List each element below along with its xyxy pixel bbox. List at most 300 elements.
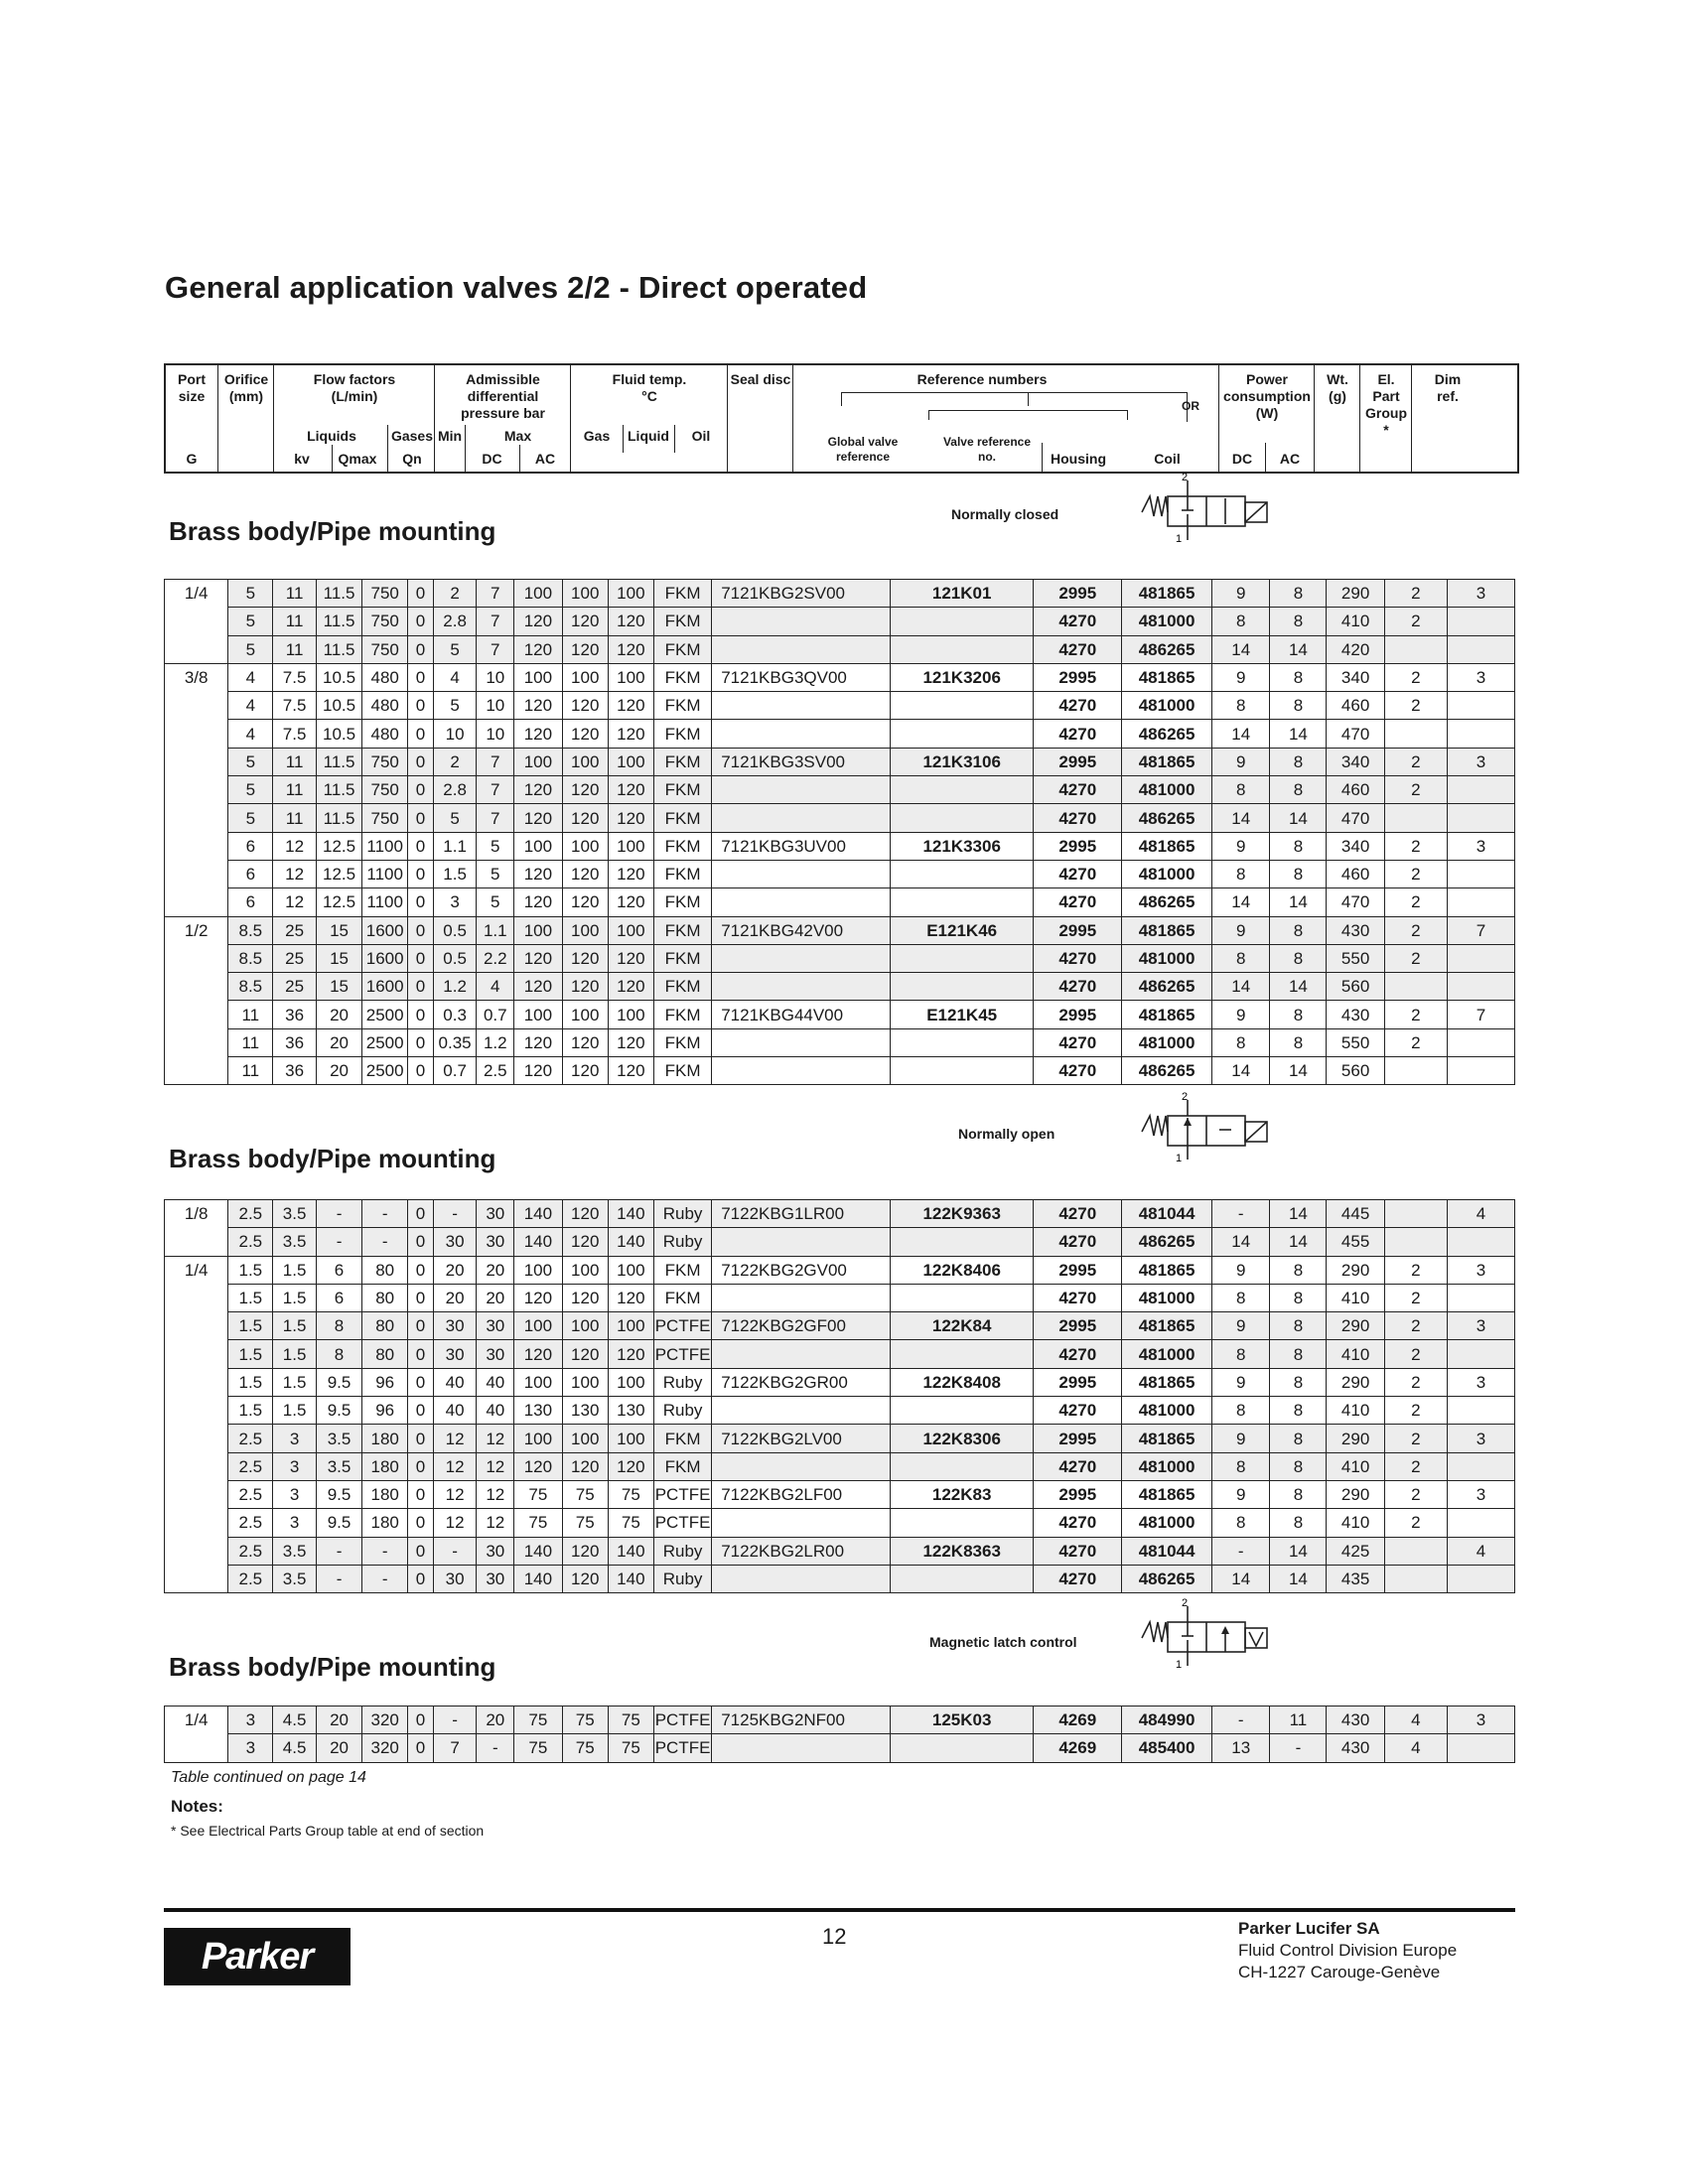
table-cell bbox=[890, 1509, 1034, 1537]
table-cell: 40 bbox=[477, 1397, 514, 1425]
table-cell: - bbox=[433, 1200, 477, 1228]
table-cell: 11 bbox=[273, 804, 317, 832]
table-cell: 750 bbox=[362, 635, 408, 663]
table-cell: 430 bbox=[1327, 1706, 1384, 1734]
table-cell: 9 bbox=[1212, 832, 1270, 860]
table-cell: 75 bbox=[608, 1509, 653, 1537]
table-row bbox=[165, 832, 1515, 860]
table-cell: 460 bbox=[1327, 692, 1384, 720]
table-cell: 12 bbox=[477, 1425, 514, 1452]
table-cell: 4270 bbox=[1034, 860, 1122, 887]
table-cell: 100 bbox=[562, 1256, 608, 1284]
table-cell: 481865 bbox=[1122, 832, 1212, 860]
table-cell: - bbox=[362, 1565, 408, 1592]
table-cell: 8 bbox=[316, 1312, 361, 1340]
table-cell: 75 bbox=[562, 1480, 608, 1508]
table-cell: 20 bbox=[433, 1284, 477, 1311]
table-cell: - bbox=[362, 1228, 408, 1256]
table-cell: 9 bbox=[1212, 1480, 1270, 1508]
table-cell: 3 bbox=[1447, 1706, 1514, 1734]
table-cell: 290 bbox=[1327, 1368, 1384, 1396]
table-cell: 410 bbox=[1327, 1284, 1384, 1311]
table-cell: 4270 bbox=[1034, 973, 1122, 1001]
table-cell bbox=[1447, 973, 1514, 1001]
table-cell: 30 bbox=[477, 1312, 514, 1340]
table-cell: FKM bbox=[653, 888, 711, 916]
table-cell: 80 bbox=[362, 1284, 408, 1311]
table-cell: 750 bbox=[362, 776, 408, 804]
table-cell: 7 bbox=[477, 635, 514, 663]
table-cell: 750 bbox=[362, 748, 408, 775]
table-cell bbox=[712, 973, 891, 1001]
table-cell: 750 bbox=[362, 804, 408, 832]
table-cell: 100 bbox=[514, 1368, 563, 1396]
table-cell: 9 bbox=[1212, 748, 1270, 775]
table-cell: 290 bbox=[1327, 1480, 1384, 1508]
table-cell: PCTFE bbox=[653, 1480, 711, 1508]
table-cell bbox=[165, 1452, 228, 1480]
table-cell: 12 bbox=[477, 1480, 514, 1508]
table-cell: 15 bbox=[316, 973, 361, 1001]
table-cell: Ruby bbox=[653, 1537, 711, 1565]
table-cell: 481865 bbox=[1122, 1001, 1212, 1028]
table-cell bbox=[165, 748, 228, 775]
table-cell: 2 bbox=[1384, 1284, 1447, 1311]
section-title-normally-closed: Brass body/Pipe mounting bbox=[169, 516, 496, 546]
table-cell: 120 bbox=[608, 1340, 653, 1368]
table-row bbox=[165, 1256, 1515, 1284]
table-cell bbox=[165, 888, 228, 916]
table-cell: 7.5 bbox=[273, 720, 317, 748]
table-cell bbox=[890, 1397, 1034, 1425]
table-cell bbox=[712, 1397, 891, 1425]
table-cell: 0 bbox=[408, 1312, 434, 1340]
table-cell bbox=[1447, 608, 1514, 635]
table-cell: 7121KBG3SV00 bbox=[712, 748, 891, 775]
table-cell: 4 bbox=[1447, 1537, 1514, 1565]
table-cell: 3 bbox=[1447, 748, 1514, 775]
table-cell: 410 bbox=[1327, 1452, 1384, 1480]
table-cell: 0 bbox=[408, 635, 434, 663]
table-cell: 120 bbox=[562, 1284, 608, 1311]
table-cell: 9 bbox=[1212, 580, 1270, 608]
table-cell: 120 bbox=[514, 1452, 563, 1480]
company-division: Fluid Control Division Europe bbox=[1238, 1941, 1458, 1960]
table-cell: 9 bbox=[1212, 1425, 1270, 1452]
table-cell bbox=[165, 1228, 228, 1256]
section-title-normally-open: Brass body/Pipe mounting bbox=[169, 1144, 496, 1173]
table-cell: 75 bbox=[608, 1734, 653, 1762]
table-cell: 4 bbox=[433, 663, 477, 691]
table-cell: 2995 bbox=[1034, 663, 1122, 691]
table-cell: 20 bbox=[477, 1256, 514, 1284]
port-1-label: 1 bbox=[1176, 1659, 1183, 1668]
table-cell: 4270 bbox=[1034, 1397, 1122, 1425]
table-cell: 12 bbox=[433, 1509, 477, 1537]
table-cell: 7122KBG2LV00 bbox=[712, 1425, 891, 1452]
table-cell: 120 bbox=[562, 1057, 608, 1085]
table-cell bbox=[712, 1452, 891, 1480]
table-row bbox=[165, 1397, 1515, 1425]
table-row bbox=[165, 1509, 1515, 1537]
table-cell: 100 bbox=[608, 832, 653, 860]
table-cell: 2 bbox=[433, 748, 477, 775]
table-cell: 120 bbox=[608, 1028, 653, 1056]
table-cell bbox=[890, 1734, 1034, 1762]
table-cell: 2 bbox=[1384, 1452, 1447, 1480]
table-cell: 120 bbox=[562, 635, 608, 663]
table-cell bbox=[1384, 1057, 1447, 1085]
table-cell: 9 bbox=[1212, 1001, 1270, 1028]
table-cell: 100 bbox=[514, 832, 563, 860]
table-cell: 25 bbox=[273, 916, 317, 944]
table-cell: PCTFE bbox=[653, 1509, 711, 1537]
table-cell: 120 bbox=[562, 888, 608, 916]
table-cell: 481000 bbox=[1122, 1028, 1212, 1056]
table-cell: 100 bbox=[608, 748, 653, 775]
table-cell: 80 bbox=[362, 1256, 408, 1284]
table-row bbox=[165, 1537, 1515, 1565]
table-cell bbox=[1384, 973, 1447, 1001]
table-row bbox=[165, 776, 1515, 804]
table-cell: 8.5 bbox=[228, 944, 273, 972]
table-cell: 1600 bbox=[362, 944, 408, 972]
table-row bbox=[165, 635, 1515, 663]
table-cell: 100 bbox=[608, 1368, 653, 1396]
table-cell: PCTFE bbox=[653, 1312, 711, 1340]
table-cell: 100 bbox=[514, 916, 563, 944]
table-cell: 0.7 bbox=[477, 1001, 514, 1028]
table-cell: 481865 bbox=[1122, 1425, 1212, 1452]
section-title-magnetic-latch: Brass body/Pipe mounting bbox=[169, 1652, 496, 1682]
table-cell: 7122KBG2LF00 bbox=[712, 1480, 891, 1508]
table-cell: 130 bbox=[562, 1397, 608, 1425]
table-cell: 0 bbox=[408, 1480, 434, 1508]
table-cell bbox=[712, 944, 891, 972]
table-cell: 8.5 bbox=[228, 916, 273, 944]
table-cell: 340 bbox=[1327, 832, 1384, 860]
table-cell: 12 bbox=[273, 832, 317, 860]
table-cell: 1600 bbox=[362, 973, 408, 1001]
table-cell: Ruby bbox=[653, 1397, 711, 1425]
table-cell: FKM bbox=[653, 1425, 711, 1452]
table-cell: 0 bbox=[408, 1284, 434, 1311]
table-cell: 1600 bbox=[362, 916, 408, 944]
table-cell: 1.2 bbox=[433, 973, 477, 1001]
table-cell: - bbox=[316, 1228, 361, 1256]
table-cell: 5 bbox=[477, 860, 514, 887]
table-cell: 0 bbox=[408, 1734, 434, 1762]
table-cell: PCTFE bbox=[653, 1706, 711, 1734]
table-cell: 0 bbox=[408, 860, 434, 887]
table-cell: 12 bbox=[477, 1452, 514, 1480]
table-cell: 36 bbox=[273, 1001, 317, 1028]
table-cell bbox=[1384, 1565, 1447, 1592]
table-cell: 122K9363 bbox=[890, 1200, 1034, 1228]
header-admissible-pressure: Admissible differential pressure bar Min Max DC AC bbox=[435, 365, 571, 472]
table-cell: 100 bbox=[514, 663, 563, 691]
table-cell bbox=[712, 1228, 891, 1256]
table-cell bbox=[1384, 804, 1447, 832]
table-cell: 40 bbox=[433, 1368, 477, 1396]
table-cell: 1.5 bbox=[273, 1397, 317, 1425]
table-cell bbox=[1384, 1537, 1447, 1565]
table-cell: 8 bbox=[1270, 580, 1327, 608]
table-cell: 7122KBG2LR00 bbox=[712, 1537, 891, 1565]
table-cell bbox=[890, 1228, 1034, 1256]
table-cell: 30 bbox=[477, 1200, 514, 1228]
table-cell: 100 bbox=[608, 1001, 653, 1028]
table-cell: 5 bbox=[228, 608, 273, 635]
table-cell: 3 bbox=[273, 1480, 317, 1508]
table-cell: 8 bbox=[1270, 944, 1327, 972]
table-cell: FKM bbox=[653, 720, 711, 748]
table-cell: 7121KBG44V00 bbox=[712, 1001, 891, 1028]
table-cell: 3.5 bbox=[273, 1200, 317, 1228]
table-cell: 470 bbox=[1327, 888, 1384, 916]
header-reference-numbers: Reference numbers OR Global valve reference Valve reference no. Housing Coil bbox=[793, 365, 1219, 472]
table-cell: 30 bbox=[433, 1565, 477, 1592]
table-cell: 0 bbox=[408, 944, 434, 972]
table-cell: 120 bbox=[514, 1028, 563, 1056]
table-cell: 122K8363 bbox=[890, 1537, 1034, 1565]
table-cell bbox=[1384, 1228, 1447, 1256]
table-cell: 560 bbox=[1327, 973, 1384, 1001]
table-cell bbox=[165, 776, 228, 804]
table-cell: 20 bbox=[316, 1028, 361, 1056]
table-cell: 7122KBG2GV00 bbox=[712, 1256, 891, 1284]
table-cell: 2995 bbox=[1034, 1368, 1122, 1396]
table-cell: 4 bbox=[228, 663, 273, 691]
table-cell: 120 bbox=[562, 720, 608, 748]
table-cell: 2 bbox=[1384, 580, 1447, 608]
table-cell: 410 bbox=[1327, 1340, 1384, 1368]
table-cell: 30 bbox=[433, 1340, 477, 1368]
table-cell bbox=[890, 1452, 1034, 1480]
table-cell: 122K8406 bbox=[890, 1256, 1034, 1284]
table-cell: 4 bbox=[1384, 1734, 1447, 1762]
table-cell: 3 bbox=[1447, 580, 1514, 608]
table-cell: 8 bbox=[1270, 608, 1327, 635]
table-cell: 40 bbox=[477, 1368, 514, 1396]
table-cell: 120 bbox=[608, 776, 653, 804]
port-2-label: 2 bbox=[1182, 1598, 1189, 1609]
table-cell bbox=[165, 1537, 228, 1565]
table-cell bbox=[712, 1284, 891, 1311]
table-row bbox=[165, 1028, 1515, 1056]
table-cell: 8 bbox=[1270, 1312, 1327, 1340]
table-cell: 9 bbox=[1212, 916, 1270, 944]
table-cell bbox=[1447, 1509, 1514, 1537]
table-cell: 120 bbox=[514, 804, 563, 832]
table-cell: 120 bbox=[562, 944, 608, 972]
table-cell: 7122KBG1LR00 bbox=[712, 1200, 891, 1228]
table-cell: 12 bbox=[477, 1509, 514, 1537]
table-cell: 100 bbox=[562, 1425, 608, 1452]
table-cell: 6 bbox=[228, 888, 273, 916]
table-cell bbox=[890, 635, 1034, 663]
table-cell: 486265 bbox=[1122, 888, 1212, 916]
valve-table-normally-closed bbox=[164, 579, 1515, 1085]
table-cell: 550 bbox=[1327, 944, 1384, 972]
table-cell bbox=[1447, 1028, 1514, 1056]
table-cell: 2.5 bbox=[228, 1537, 273, 1565]
magnetic-latch-valve-symbol bbox=[1140, 1598, 1329, 1668]
table-cell bbox=[1384, 1200, 1447, 1228]
table-cell: 481000 bbox=[1122, 1509, 1212, 1537]
table-cell: 425 bbox=[1327, 1537, 1384, 1565]
table-cell: 3 bbox=[1447, 832, 1514, 860]
table-cell: 8 bbox=[1212, 1284, 1270, 1311]
table-cell: 560 bbox=[1327, 1057, 1384, 1085]
table-cell: 481000 bbox=[1122, 1284, 1212, 1311]
table-cell: 75 bbox=[514, 1734, 563, 1762]
table-cell: 120 bbox=[608, 635, 653, 663]
table-cell: 100 bbox=[514, 1001, 563, 1028]
table-cell: 3/8 bbox=[165, 663, 228, 691]
table-cell bbox=[890, 1340, 1034, 1368]
table-cell: 12 bbox=[433, 1425, 477, 1452]
table-cell: 2 bbox=[1384, 832, 1447, 860]
table-cell bbox=[1447, 776, 1514, 804]
table-row bbox=[165, 608, 1515, 635]
table-cell: FKM bbox=[653, 832, 711, 860]
table-cell: 3 bbox=[273, 1452, 317, 1480]
table-cell: 7121KBG2SV00 bbox=[712, 580, 891, 608]
port-2-label: 2 bbox=[1182, 1092, 1189, 1103]
table-cell: 14 bbox=[1270, 635, 1327, 663]
header-fluid-temp: Fluid temp. °C Gas Liquid Oil bbox=[571, 365, 728, 472]
table-cell: 481865 bbox=[1122, 1480, 1212, 1508]
table-cell: 486265 bbox=[1122, 973, 1212, 1001]
table-row bbox=[165, 692, 1515, 720]
table-cell bbox=[890, 1057, 1034, 1085]
table-cell: 1100 bbox=[362, 832, 408, 860]
table-cell: 100 bbox=[608, 1312, 653, 1340]
table-cell: 120 bbox=[562, 1452, 608, 1480]
table-cell: 120 bbox=[562, 1228, 608, 1256]
table-cell: 140 bbox=[514, 1228, 563, 1256]
table-cell: 120 bbox=[514, 860, 563, 887]
table-cell: 4270 bbox=[1034, 608, 1122, 635]
table-cell: 1100 bbox=[362, 888, 408, 916]
table-cell: 2.5 bbox=[228, 1509, 273, 1537]
table-cell: 430 bbox=[1327, 1734, 1384, 1762]
table-cell: 120 bbox=[562, 608, 608, 635]
table-cell: 120 bbox=[514, 1057, 563, 1085]
table-cell bbox=[165, 1397, 228, 1425]
table-cell: 7125KBG2NF00 bbox=[712, 1706, 891, 1734]
table-cell: 1.5 bbox=[228, 1340, 273, 1368]
table-cell: 3.5 bbox=[273, 1537, 317, 1565]
table-cell: 480 bbox=[362, 663, 408, 691]
table-cell: 7121KBG3QV00 bbox=[712, 663, 891, 691]
table-cell: 2 bbox=[1384, 776, 1447, 804]
table-cell bbox=[890, 1028, 1034, 1056]
table-cell bbox=[712, 804, 891, 832]
normally-open-valve-symbol bbox=[1140, 1092, 1329, 1161]
port-2-label: 2 bbox=[1182, 473, 1189, 483]
table-cell: 120 bbox=[608, 804, 653, 832]
table-row bbox=[165, 1706, 1515, 1734]
symbol-label-normally-open: Normally open bbox=[958, 1126, 1055, 1142]
table-cell: 4270 bbox=[1034, 1028, 1122, 1056]
table-cell: 8 bbox=[1270, 1397, 1327, 1425]
table-cell: 4270 bbox=[1034, 1228, 1122, 1256]
table-cell: 2 bbox=[1384, 860, 1447, 887]
table-cell: 11.5 bbox=[316, 608, 361, 635]
table-cell bbox=[165, 1425, 228, 1452]
table-cell: 12.5 bbox=[316, 832, 361, 860]
parker-logo: Parker bbox=[164, 1928, 351, 1985]
table-cell: 10.5 bbox=[316, 692, 361, 720]
table-cell bbox=[165, 973, 228, 1001]
table-cell: 8 bbox=[1212, 1028, 1270, 1056]
table-cell: 4270 bbox=[1034, 720, 1122, 748]
table-cell bbox=[712, 776, 891, 804]
table-cell: 1.5 bbox=[228, 1256, 273, 1284]
table-cell: 180 bbox=[362, 1452, 408, 1480]
table-cell: FKM bbox=[653, 776, 711, 804]
table-cell: 3 bbox=[273, 1425, 317, 1452]
table-cell: 4.5 bbox=[273, 1734, 317, 1762]
table-cell: 6 bbox=[228, 860, 273, 887]
table-cell: 120 bbox=[562, 860, 608, 887]
table-cell: - bbox=[433, 1706, 477, 1734]
table-cell: 20 bbox=[316, 1001, 361, 1028]
table-cell: 2995 bbox=[1034, 580, 1122, 608]
table-cell: 7 bbox=[433, 1734, 477, 1762]
table-cell: 2 bbox=[1384, 1256, 1447, 1284]
table-cell: 6 bbox=[316, 1284, 361, 1311]
table-cell: 481865 bbox=[1122, 748, 1212, 775]
table-cell: 11.5 bbox=[316, 776, 361, 804]
table-cell: 481865 bbox=[1122, 1368, 1212, 1396]
table-cell: 0 bbox=[408, 776, 434, 804]
table-cell: 8 bbox=[1270, 1425, 1327, 1452]
table-row bbox=[165, 663, 1515, 691]
table-cell: 75 bbox=[514, 1509, 563, 1537]
header-weight: Wt. (g) bbox=[1315, 365, 1360, 472]
table-cell: 120 bbox=[514, 635, 563, 663]
table-cell: 130 bbox=[608, 1397, 653, 1425]
table-cell: 445 bbox=[1327, 1200, 1384, 1228]
table-cell: 410 bbox=[1327, 608, 1384, 635]
table-cell bbox=[712, 720, 891, 748]
table-cell: 3 bbox=[273, 1509, 317, 1537]
table-cell bbox=[1384, 720, 1447, 748]
table-cell: 120 bbox=[608, 888, 653, 916]
table-cell: 12 bbox=[433, 1480, 477, 1508]
table-cell bbox=[890, 1565, 1034, 1592]
table-cell: 480 bbox=[362, 692, 408, 720]
table-cell: 11 bbox=[273, 635, 317, 663]
table-cell: - bbox=[316, 1565, 361, 1592]
table-cell: 320 bbox=[362, 1734, 408, 1762]
table-cell: 180 bbox=[362, 1509, 408, 1537]
table-cell: 2.5 bbox=[228, 1480, 273, 1508]
table-cell: 7122KBG2GF00 bbox=[712, 1312, 891, 1340]
table-cell: 75 bbox=[562, 1509, 608, 1537]
table-cell: 7.5 bbox=[273, 663, 317, 691]
table-cell: 5 bbox=[228, 776, 273, 804]
table-cell bbox=[890, 888, 1034, 916]
table-row bbox=[165, 720, 1515, 748]
table-cell: 1.1 bbox=[477, 916, 514, 944]
table-cell: 4 bbox=[228, 692, 273, 720]
table-cell: 122K8306 bbox=[890, 1425, 1034, 1452]
table-cell: 140 bbox=[514, 1537, 563, 1565]
